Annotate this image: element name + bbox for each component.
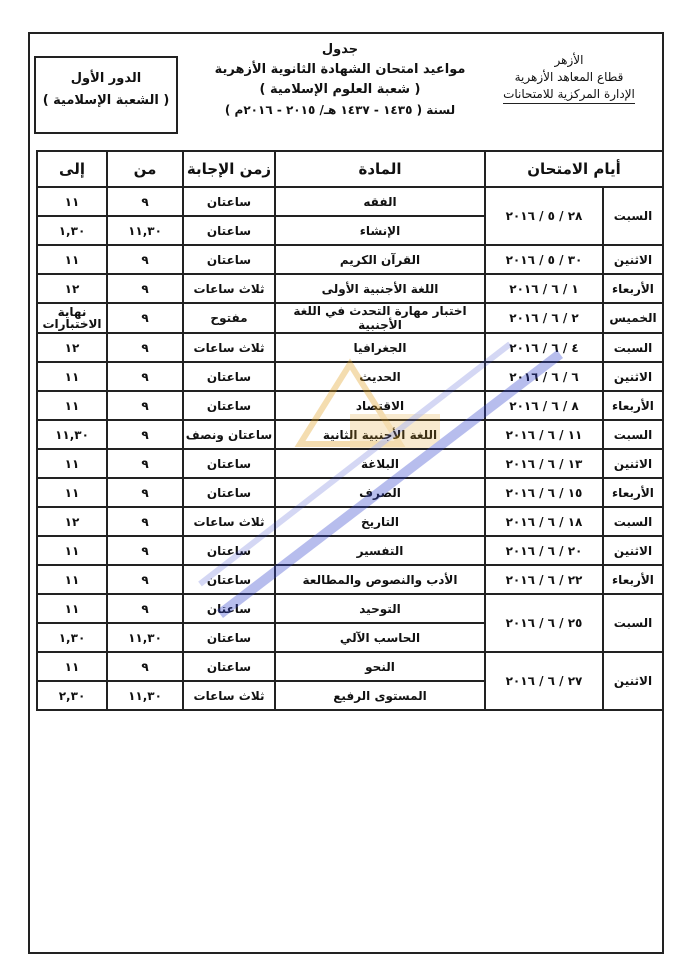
exam-subject: البلاغة [275, 449, 485, 478]
issuer-line-3: الإدارة المركزية للامتحانات [503, 86, 635, 104]
exam-duration: ساعتان [183, 187, 275, 216]
exam-subject: التفسير [275, 536, 485, 565]
col-days: أيام الامتحان [485, 151, 663, 187]
exam-subject: اللغة الأجنبية الثانية [275, 420, 485, 449]
start-time: ٩ [107, 536, 183, 565]
exam-day: السبت [603, 187, 663, 245]
start-time: ٩ [107, 507, 183, 536]
schedule-body [37, 187, 663, 710]
exam-date: ١٣ / ٦ / ٢٠١٦ [485, 449, 603, 478]
exam-day: الاثنين [603, 449, 663, 478]
end-time: ١١ [37, 652, 107, 681]
start-time: ٩ [107, 187, 183, 216]
end-time: ١١,٣٠ [37, 420, 107, 449]
end-time: ١١ [37, 478, 107, 507]
title-line-1: جدول [321, 42, 359, 57]
document-title [180, 40, 500, 120]
exam-subject: الحديث [275, 362, 485, 391]
table-row [37, 507, 663, 536]
exam-date: ١٥ / ٦ / ٢٠١٦ [485, 478, 603, 507]
start-time: ٩ [107, 303, 183, 333]
table-row [37, 652, 663, 681]
exam-duration: مفتوح [183, 303, 275, 333]
end-time: ٢,٣٠ [37, 681, 107, 710]
exam-subject: التاريخ [275, 507, 485, 536]
exam-day: الأربعاء [603, 478, 663, 507]
exam-schedule-table [36, 150, 664, 711]
exam-duration: ساعتان [183, 362, 275, 391]
exam-duration: ساعتان [183, 245, 275, 274]
start-time: ٩ [107, 652, 183, 681]
exam-duration: ساعتان ونصف [183, 420, 275, 449]
exam-date: ٢٢ / ٦ / ٢٠١٦ [485, 565, 603, 594]
exam-date: ٣٠ / ٥ / ٢٠١٦ [485, 245, 603, 274]
start-time: ٩ [107, 362, 183, 391]
exam-duration: ثلاث ساعات [183, 507, 275, 536]
table-row [37, 245, 663, 274]
exam-duration: ثلاث ساعات [183, 274, 275, 303]
exam-date: ٨ / ٦ / ٢٠١٦ [485, 391, 603, 420]
exam-date: ٢٥ / ٦ / ٢٠١٦ [485, 594, 603, 652]
exam-subject: الأدب والنصوص والمطالعة [275, 565, 485, 594]
document-frame [28, 32, 664, 954]
exam-day: الأربعاء [603, 391, 663, 420]
exam-duration: ثلاث ساعات [183, 333, 275, 362]
issuer-line-2: قطاع المعاهد الأزهرية [514, 70, 624, 84]
exam-day: الخميس [603, 303, 663, 333]
start-time: ٩ [107, 594, 183, 623]
exam-day: السبت [603, 420, 663, 449]
table-row [37, 536, 663, 565]
exam-day: الاثنين [603, 362, 663, 391]
exam-day: السبت [603, 333, 663, 362]
start-time: ٩ [107, 245, 183, 274]
exam-subject: الجغرافيا [275, 333, 485, 362]
table-row [37, 449, 663, 478]
end-time: ١١ [37, 565, 107, 594]
end-time: ١,٣٠ [37, 216, 107, 245]
table-row [37, 274, 663, 303]
title-line-4: لسنة ( ١٤٣٥ - ١٤٣٧ هـ/ ٢٠١٥ - ٢٠١٦م ) [224, 103, 456, 117]
col-from: من [107, 151, 183, 187]
exam-date: ٢٠ / ٦ / ٢٠١٦ [485, 536, 603, 565]
end-time: ١١ [37, 362, 107, 391]
start-time: ٩ [107, 333, 183, 362]
exam-duration: ساعتان [183, 449, 275, 478]
exam-subject: القرآن الكريم [275, 245, 485, 274]
exam-duration: ثلاث ساعات [183, 681, 275, 710]
table-row [37, 478, 663, 507]
table-row [37, 333, 663, 362]
exam-subject: المستوى الرفيع [275, 681, 485, 710]
start-time: ٩ [107, 391, 183, 420]
end-time: ١١ [37, 536, 107, 565]
start-time: ٩ [107, 274, 183, 303]
exam-day: السبت [603, 594, 663, 652]
title-line-3: ( شعبة العلوم الإسلامية ) [259, 82, 421, 97]
table-row [37, 362, 663, 391]
issuer-header [484, 52, 654, 104]
round-label: الدور الأول [70, 71, 142, 86]
exam-duration: ساعتان [183, 216, 275, 245]
end-time: ١٢ [37, 333, 107, 362]
exam-day: الاثنين [603, 652, 663, 710]
exam-duration: ساعتان [183, 652, 275, 681]
end-time: ١,٣٠ [37, 623, 107, 652]
start-time: ١١,٣٠ [107, 681, 183, 710]
exam-date: ٦ / ٦ / ٢٠١٦ [485, 362, 603, 391]
exam-subject: الفقه [275, 187, 485, 216]
exam-subject: اختبار مهارة التحدث في اللغة الأجنبية [275, 303, 485, 333]
exam-date: ١ / ٦ / ٢٠١٦ [485, 274, 603, 303]
table-row [37, 303, 663, 333]
table-row [37, 594, 663, 623]
col-duration: زمن الإجابة [183, 151, 275, 187]
table-row [37, 187, 663, 216]
exam-date: ٢٧ / ٦ / ٢٠١٦ [485, 652, 603, 710]
exam-date: ٢٨ / ٥ / ٢٠١٦ [485, 187, 603, 245]
start-time: ٩ [107, 449, 183, 478]
exam-subject: النحو [275, 652, 485, 681]
exam-date: ٢ / ٦ / ٢٠١٦ [485, 303, 603, 333]
start-time: ١١,٣٠ [107, 623, 183, 652]
exam-duration: ساعتان [183, 391, 275, 420]
exam-date: ١١ / ٦ / ٢٠١٦ [485, 420, 603, 449]
exam-duration: ساعتان [183, 478, 275, 507]
end-time: نهاية الاختبارات [37, 303, 107, 333]
division-label: ( الشعبة الإسلامية ) [42, 93, 170, 108]
exam-subject: الإنشاء [275, 216, 485, 245]
exam-day: الأربعاء [603, 565, 663, 594]
exam-subject: الاقتصاد [275, 391, 485, 420]
start-time: ٩ [107, 565, 183, 594]
exam-duration: ساعتان [183, 536, 275, 565]
table-row [37, 565, 663, 594]
exam-day: الأربعاء [603, 274, 663, 303]
col-to: إلى [37, 151, 107, 187]
end-time: ١١ [37, 245, 107, 274]
table-row [37, 420, 663, 449]
exam-day: السبت [603, 507, 663, 536]
end-time: ١٢ [37, 274, 107, 303]
exam-day: الاثنين [603, 536, 663, 565]
exam-subject: اللغة الأجنبية الأولى [275, 274, 485, 303]
exam-subject: الحاسب الآلي [275, 623, 485, 652]
start-time: ٩ [107, 420, 183, 449]
table-row [37, 391, 663, 420]
start-time: ٩ [107, 478, 183, 507]
start-time: ١١,٣٠ [107, 216, 183, 245]
end-time: ١١ [37, 594, 107, 623]
exam-subject: الصرف [275, 478, 485, 507]
end-time: ١١ [37, 449, 107, 478]
end-time: ١٢ [37, 507, 107, 536]
exam-duration: ساعتان [183, 594, 275, 623]
end-time: ١١ [37, 391, 107, 420]
title-line-2: مواعيد امتحان الشهادة الثانوية الأزهرية [214, 62, 466, 77]
exam-date: ١٨ / ٦ / ٢٠١٦ [485, 507, 603, 536]
exam-subject: التوحيد [275, 594, 485, 623]
col-subject: المادة [275, 151, 485, 187]
exam-duration: ساعتان [183, 565, 275, 594]
issuer-line-1: الأزهر [554, 53, 584, 67]
table-header-row [37, 151, 663, 187]
end-time: ١١ [37, 187, 107, 216]
exam-day: الاثنين [603, 245, 663, 274]
round-box [34, 56, 178, 134]
exam-duration: ساعتان [183, 623, 275, 652]
exam-date: ٤ / ٦ / ٢٠١٦ [485, 333, 603, 362]
